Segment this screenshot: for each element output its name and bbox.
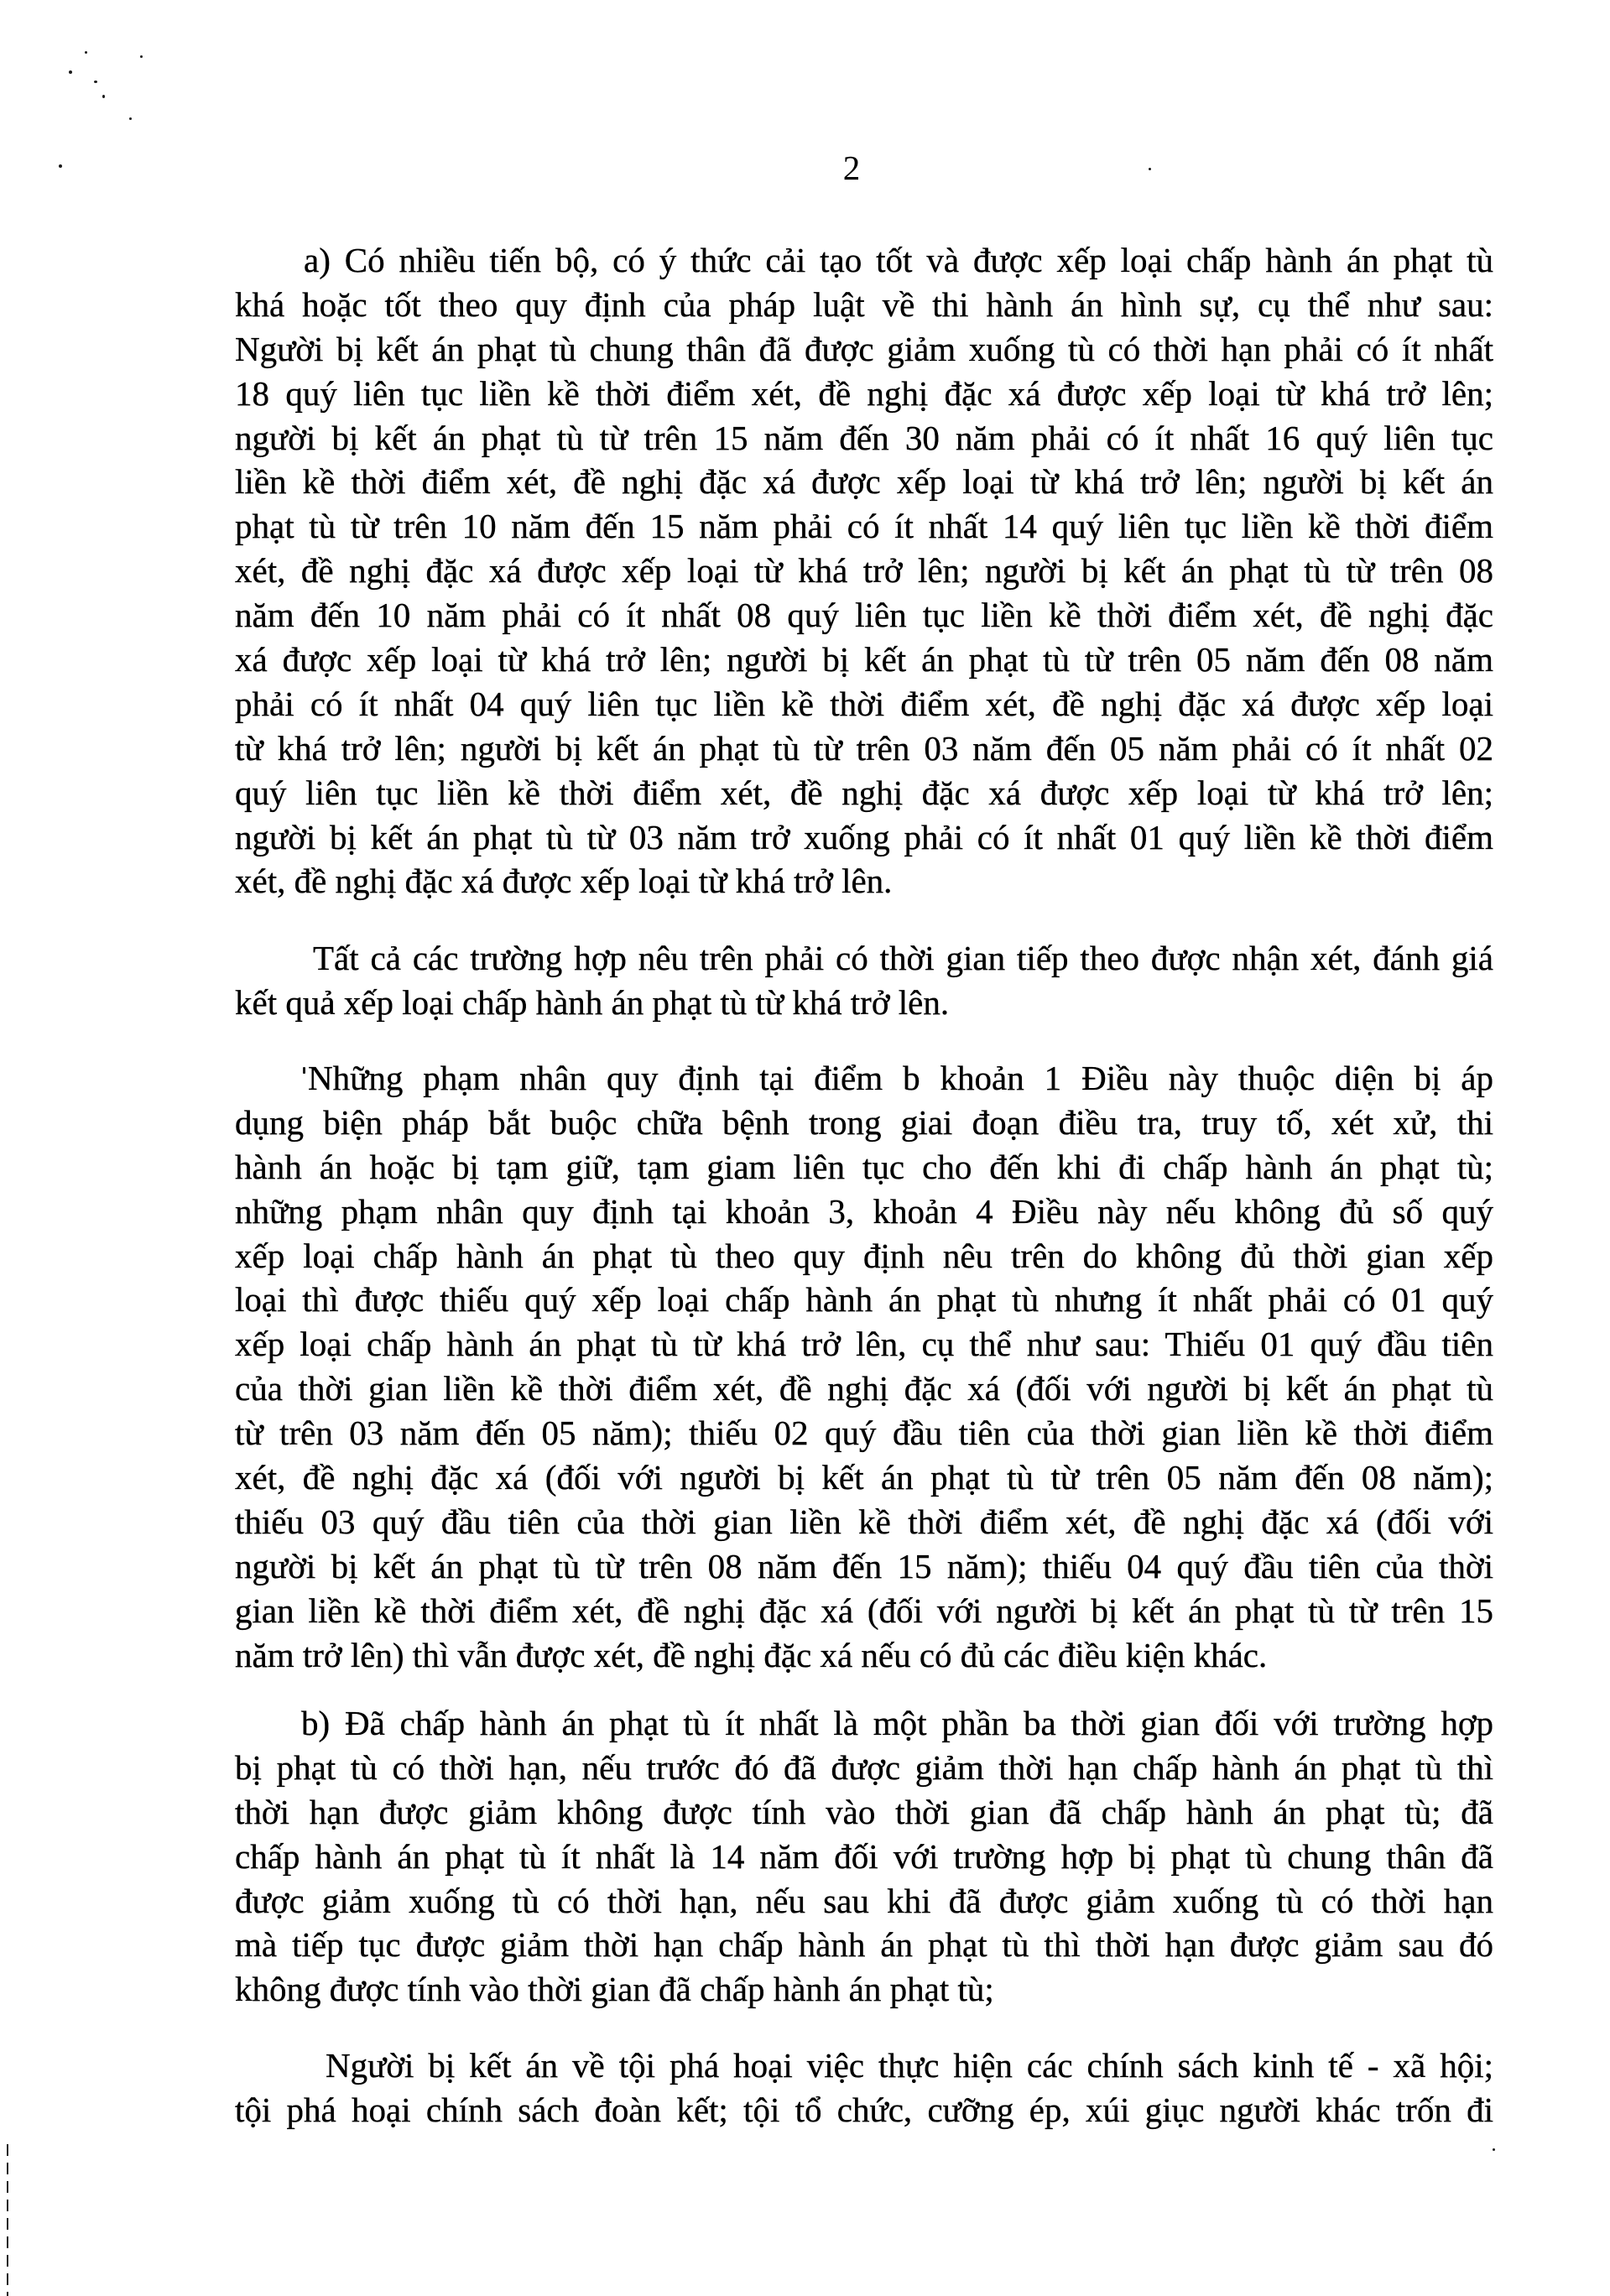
text-line: của thời gian liền kề thời điểm xét, đề nghị đặc xá (đối với người bị kết án phạt tù <box>235 1369 1493 1408</box>
text-line: từ trên 03 năm đến 05 năm); thiếu 02 quý đầu tiên của thời gian liền kề thời điểm <box>235 1414 1493 1453</box>
text-line: khá hoặc tốt theo quy định của pháp luật về thi hành án hình sự, cụ thể như sau: <box>235 284 1493 324</box>
text-line: người bị kết án phạt tù từ 03 năm trở xuống phải có ít nhất 01 quý liền kề thời điểm <box>235 817 1493 856</box>
text-line: thời hạn được giảm không được tính vào thời gian đã chấp hành án phạt tù; đã <box>235 1792 1493 1831</box>
text-line: xếp loại chấp hành án phạt tù theo quy định nêu trên do không đủ thời gian xếp <box>235 1236 1493 1275</box>
scan-speck <box>140 55 143 58</box>
text-line: Tất cả các trường hợp nêu trên phải có thời gian tiếp theo được nhận xét, đánh giá <box>313 939 1493 977</box>
text-line: không được tính vào thời gian đã chấp hành án phạt tù; <box>235 1970 994 2009</box>
text-line: Những phạm nhân quy định tại điểm b khoản 1 Điều này thuộc diện bị áp <box>308 1059 1493 1097</box>
scan-speck <box>129 117 132 120</box>
text-line: thiếu 03 quý đầu tiên của thời gian liền kề thời điểm xét, đề nghị đặc xá (đối với <box>235 1502 1493 1541</box>
scan-speck <box>59 164 62 168</box>
text-line: liền kề thời điểm xét, đề nghị đặc xá được xếp loại từ khá trở lên; người bị kết án <box>235 462 1493 502</box>
text-line: những phạm nhân quy định tại khoản 3, khoản 4 Điều này nếu không đủ số quý <box>235 1191 1493 1231</box>
text-line: Người bị kết án phạt tù chung thân đã được giảm xuống tù có thời hạn phải có ít nhất <box>235 329 1493 368</box>
text-line: a) Có nhiều tiến bộ, có ý thức cải tạo tốt và được xếp loại chấp hành án phạt tù <box>304 241 1493 279</box>
text-line: năm trở lên) thì vẫn được xét, đề nghị đặc xá nếu có đủ các điều kiện khác. <box>235 1635 1268 1674</box>
scan-speck <box>69 70 72 74</box>
text-line: Người bị kết án về tội phá hoại việc thực hiện các chính sách kinh tế - xã hội; <box>326 2046 1493 2085</box>
text-line: phạt tù từ trên 10 năm đến 15 năm phải có ít nhất 14 quý liên tục liền kề thời điểm <box>235 507 1493 546</box>
page-number: 2 <box>842 148 861 187</box>
paragraph-exceptions <box>235 1056 1493 1677</box>
text-line: b) Đã chấp hành án phạt tù ít nhất là một phần ba thời gian đối với trường hợp <box>301 1704 1493 1742</box>
paragraph-convicted-crimes <box>235 2043 1493 2132</box>
text-line: từ khá trở lên; người bị kết án phạt tù từ trên 03 năm đến 05 năm phải có ít nhất 02 <box>235 728 1493 768</box>
text-line: hành án hoặc bị tạm giữ, tạm giam liên tục cho đến khi đi chấp hành án phạt tù; <box>235 1147 1493 1186</box>
text-line: gian liền kề thời điểm xét, đề nghị đặc xá (đối với người bị kết án phạt tù từ trên 15 <box>235 1591 1493 1630</box>
text-line: được giảm xuống tù có thời hạn, nếu sau khi đã được giảm xuống tù có thời hạn <box>235 1881 1493 1920</box>
text-line: người bị kết án phạt tù từ trên 08 năm đến 15 năm); thiếu 04 quý đầu tiên của thời <box>235 1546 1493 1585</box>
text-line: dụng biện pháp bắt buộc chữa bệnh trong giai đoạn điều tra, truy tố, xét xử, thi <box>235 1102 1493 1142</box>
text-line: loại thì được thiếu quý xếp loại chấp hành án phạt tù nhưng ít nhất phải có 01 quý <box>235 1280 1493 1320</box>
paragraph-b-time-served <box>235 1701 1493 2012</box>
text-line: người bị kết án phạt tù từ trên 15 năm đến 30 năm phải có ít nhất 16 quý liên tục <box>235 418 1493 457</box>
text-line: xét, đề nghị đặc xá được xếp loại từ khá trở lên; người bị kết án phạt tù từ trên 08 <box>235 551 1493 591</box>
scan-speck <box>85 51 87 54</box>
scan-speck <box>1149 168 1151 170</box>
paragraph-a-conditions <box>235 238 1493 903</box>
scan-speck <box>102 95 105 98</box>
text-line: xét, đề nghị đặc xá được xếp loại từ khá trở lên. <box>235 862 893 901</box>
scan-speck <box>1493 2148 1495 2151</box>
text-line: mà tiếp tục được giảm thời hạn chấp hành án phạt tù thì thời hạn được giảm sau đó <box>235 1925 1493 1965</box>
text-line: quý liên tục liền kề thời điểm xét, đề nghị đặc xá được xếp loại từ khá trở lên; <box>235 773 1493 812</box>
text-line: xét, đề nghị đặc xá (đối với người bị kết án phạt tù từ trên 05 năm đến 08 năm); <box>235 1458 1493 1497</box>
text-line: 18 quý liên tục liền kề thời điểm xét, đề nghị đặc xá được xếp loại từ khá trở lên; <box>235 373 1493 413</box>
scan-edge-mark <box>7 2144 8 2296</box>
paragraph-all-cases <box>235 936 1493 1025</box>
text-line: kết quả xếp loại chấp hành án phạt tù từ khá trở lên. <box>235 982 950 1022</box>
text-line: tội phá hoại chính sách đoàn kết; tội tổ chức, cưỡng ép, xúi giục người khác trốn đi <box>235 2090 1493 2129</box>
text-line: chấp hành án phạt tù ít nhất là 14 năm đối với trường hợp bị phạt tù chung thân đã <box>235 1836 1493 1876</box>
text-line: phải có ít nhất 04 quý liên tục liền kề thời điểm xét, đề nghị đặc xá được xếp loại <box>235 684 1493 723</box>
text-line: xá được xếp loại từ khá trở lên; người bị kết án phạt tù từ trên 05 năm đến 08 năm <box>235 640 1493 679</box>
text-line: bị phạt tù có thời hạn, nếu trước đó đã được giảm thời hạn chấp hành án phạt tù thì <box>235 1747 1493 1787</box>
text-line: năm đến 10 năm phải có ít nhất 08 quý liên tục liền kề thời điểm xét, đề nghị đặc <box>235 596 1493 635</box>
text-line: xếp loại chấp hành án phạt tù từ khá trở lên, cụ thể như sau: Thiếu 01 quý đầu tiên <box>235 1325 1493 1364</box>
scan-speck <box>94 81 97 83</box>
